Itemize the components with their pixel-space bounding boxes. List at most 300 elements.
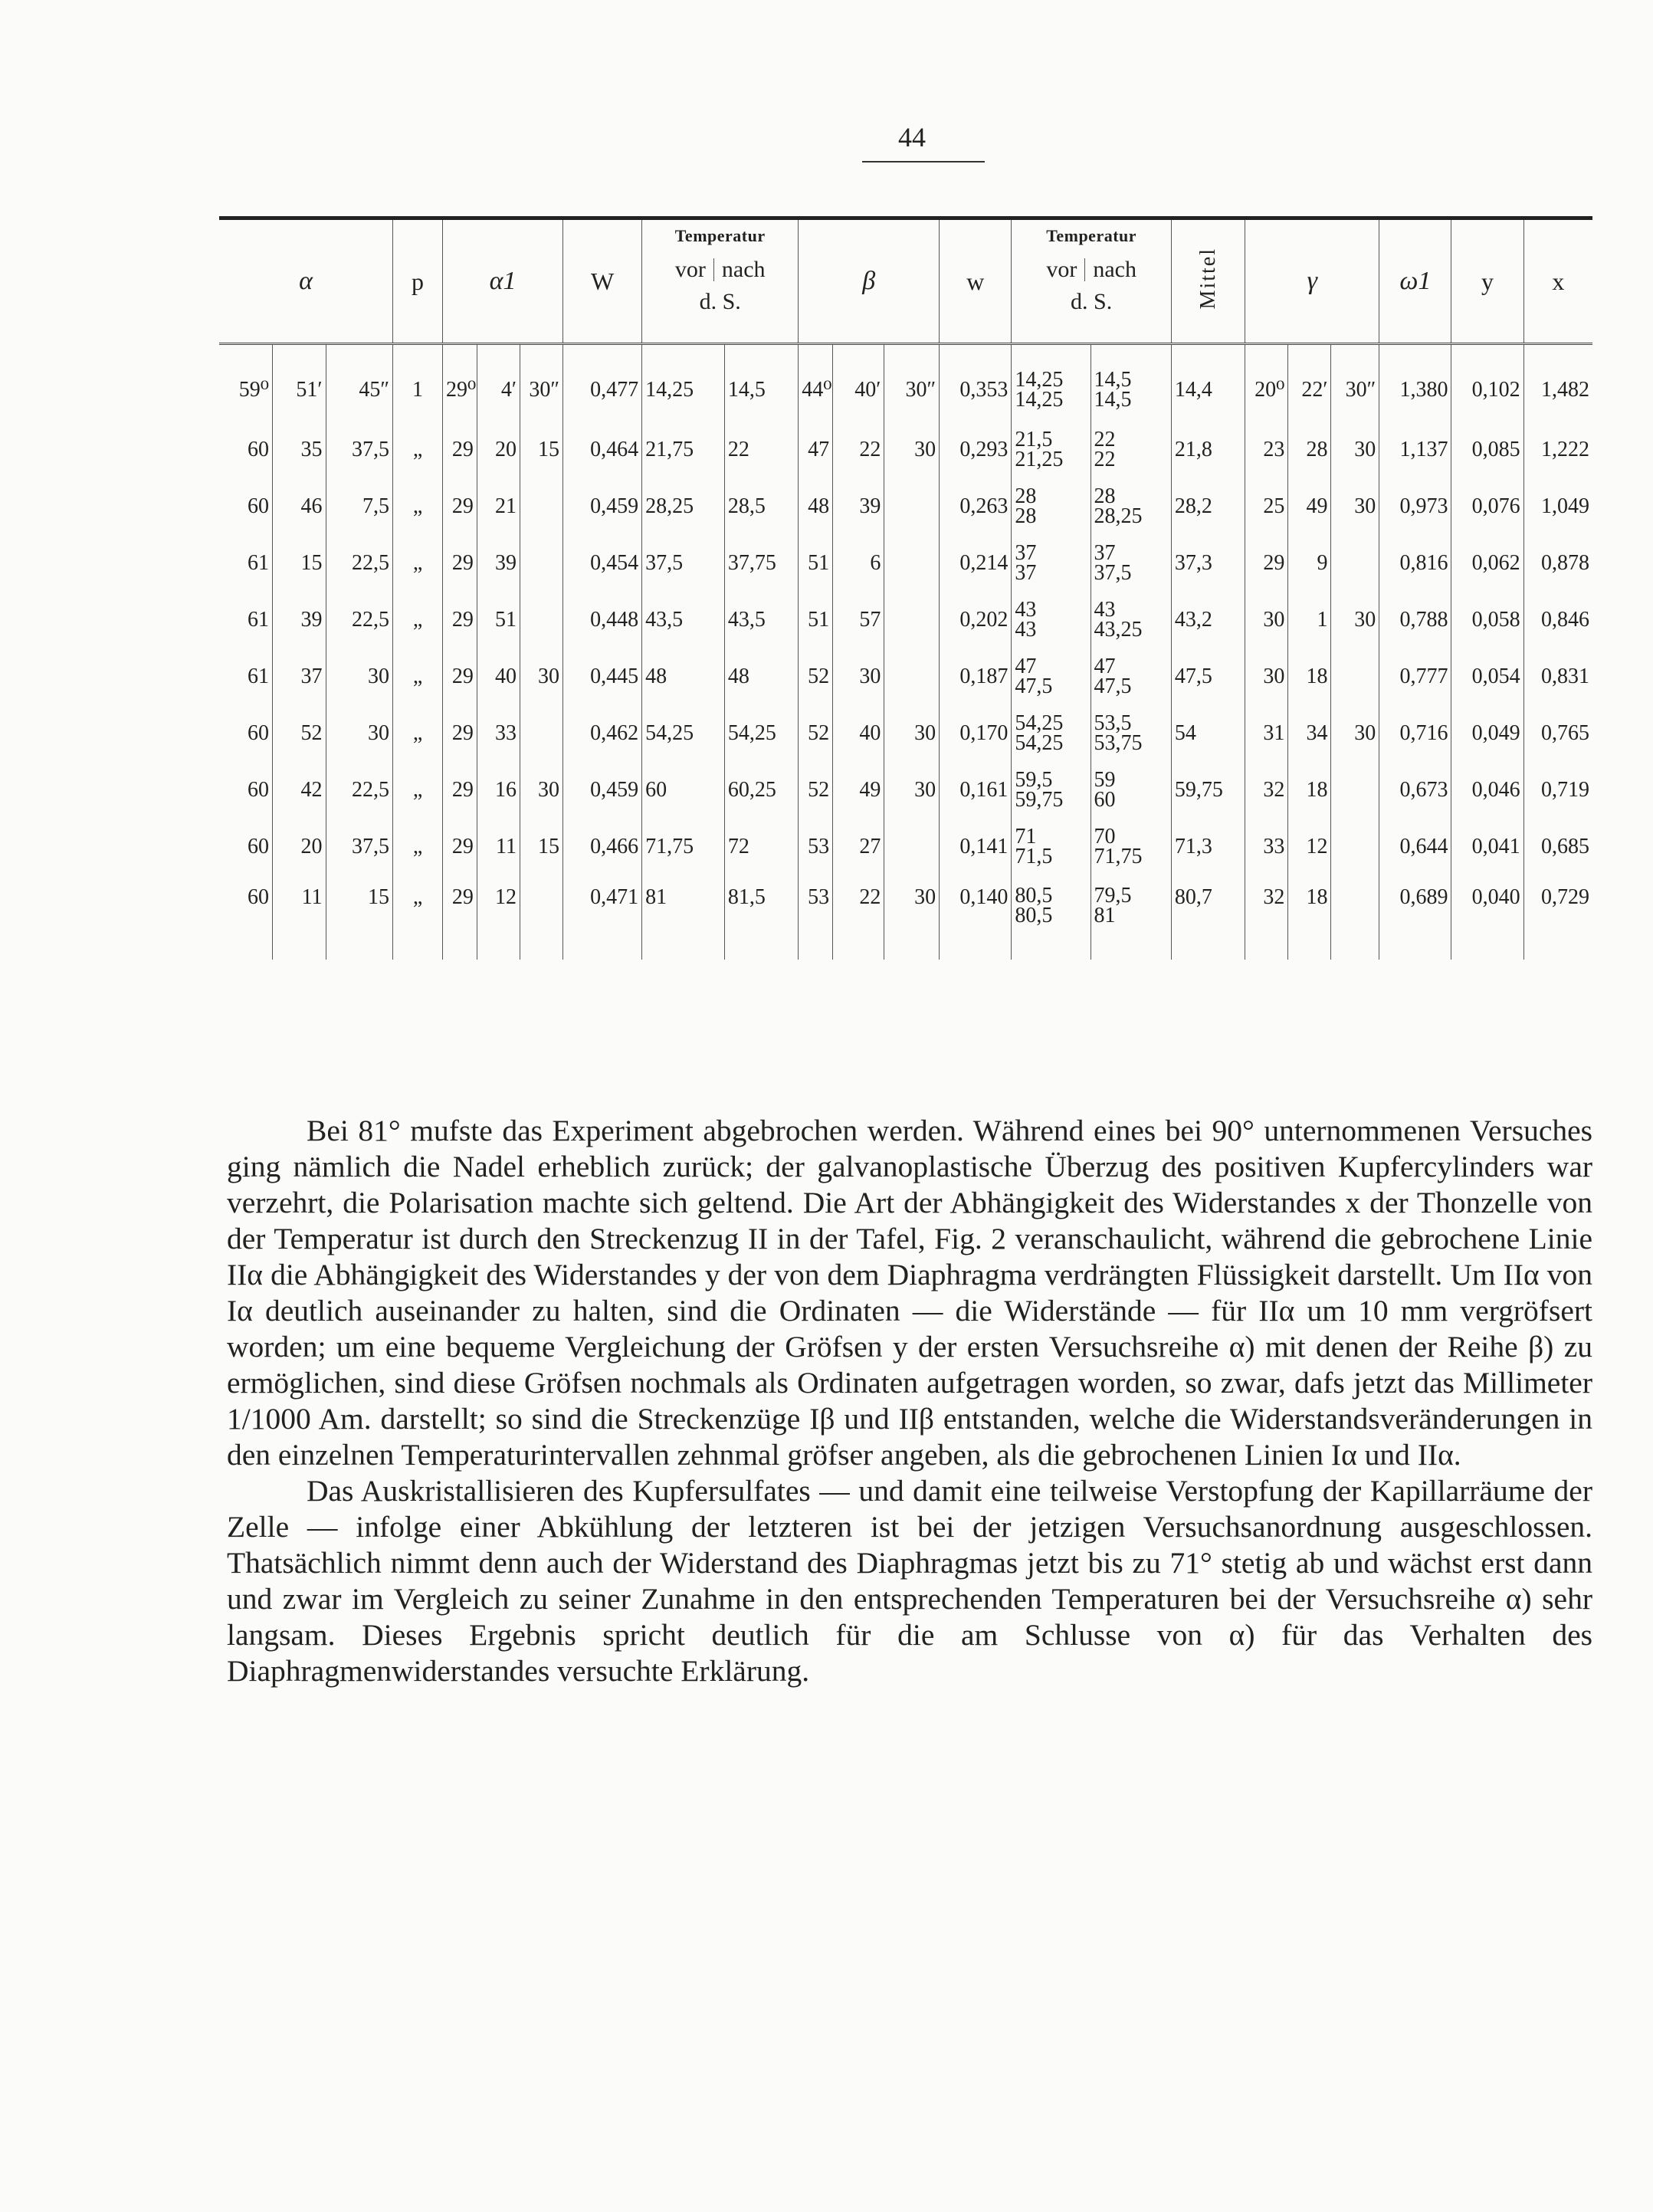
cell-omega1: 0,673 xyxy=(1379,762,1451,819)
cell-t2_vor xyxy=(1012,648,1091,705)
table-row xyxy=(219,344,1592,422)
cell-t2_nach_a: 14,5 xyxy=(1094,368,1132,392)
cell-t2_nach_b: 81 xyxy=(1094,904,1116,927)
cell-t1_nach: 54,25 xyxy=(724,705,798,762)
cell-mittel: 14,4 xyxy=(1171,344,1245,422)
cell-t2_nach_a: 28 xyxy=(1094,484,1116,508)
cell-t2_vor_a: 47 xyxy=(1015,655,1037,678)
cell-a_sec: 22,5 xyxy=(326,535,392,592)
cell-t2_vor xyxy=(1012,422,1091,478)
cell-b_sec xyxy=(884,819,940,875)
cell-W: 0,477 xyxy=(563,344,642,422)
cell-omega1: 0,644 xyxy=(1379,819,1451,875)
cell-t2_nach xyxy=(1091,422,1171,478)
header-temperatur-1 xyxy=(642,218,799,344)
cell-W: 0,466 xyxy=(563,819,642,875)
cell-y: 0,041 xyxy=(1451,819,1523,875)
cell-a_deg: 60 xyxy=(248,778,270,802)
cell-W: 0,459 xyxy=(563,762,642,819)
cell-b_sec xyxy=(884,535,940,592)
table-row xyxy=(219,819,1592,875)
cell-x: 0,878 xyxy=(1523,535,1592,592)
cell-a_min: 42 xyxy=(273,762,326,819)
cell-g_sec xyxy=(1331,819,1379,875)
cell-t2_vor xyxy=(1012,592,1091,648)
cell-omega1: 1,137 xyxy=(1379,422,1451,478)
cell-a_deg: 60 xyxy=(248,835,270,858)
cell-t2_nach_b: 28,25 xyxy=(1094,504,1143,528)
cell-a_deg: 61 xyxy=(248,608,270,632)
cell-g_deg: 25 xyxy=(1245,478,1288,535)
cell-p: „ xyxy=(393,819,443,875)
cell-g_min: 49 xyxy=(1288,478,1331,535)
cell-t2_vor_a: 14,25 xyxy=(1015,368,1064,392)
cell-b_deg: 52 xyxy=(799,648,833,705)
cell-w: 0,263 xyxy=(940,478,1012,535)
cell-a1_min: 4′ xyxy=(477,344,520,422)
cell-y: 0,058 xyxy=(1451,592,1523,648)
header-nach-2: nach xyxy=(1084,258,1144,281)
cell-t2_vor_a: 37 xyxy=(1015,541,1037,565)
cell-b_min: 39 xyxy=(833,478,884,535)
cell-t1_nach: 48 xyxy=(724,648,798,705)
cell-omega1: 0,973 xyxy=(1379,478,1451,535)
cell-a_sec: 22,5 xyxy=(326,592,392,648)
cell-t1_nach: 28,5 xyxy=(724,478,798,535)
cell-a1_deg: 29 xyxy=(443,478,477,535)
cell-t1_nach: 72 xyxy=(724,819,798,875)
cell-a_min: 35 xyxy=(273,422,326,478)
cell-y: 0,046 xyxy=(1451,762,1523,819)
table-row xyxy=(219,422,1592,478)
cell-w: 0,141 xyxy=(940,819,1012,875)
cell-b_deg: 47 xyxy=(799,422,833,478)
cell-a1_deg: 29 xyxy=(443,535,477,592)
cell-w: 0,293 xyxy=(940,422,1012,478)
cell-t2_nach xyxy=(1091,762,1171,819)
cell-a1_min: 33 xyxy=(477,705,520,762)
header-vor-2: vor xyxy=(1046,257,1077,282)
cell-b_min: 22 xyxy=(833,422,884,478)
cell-g_deg: 31 xyxy=(1245,705,1288,762)
cell-t1_vor: 60 xyxy=(642,762,725,819)
table-row xyxy=(219,705,1592,762)
cell-t2_nach xyxy=(1091,819,1171,875)
cell-t1_vor: 37,5 xyxy=(642,535,725,592)
cell-b_min: 6 xyxy=(833,535,884,592)
cell-a_deg: 60 xyxy=(248,721,270,745)
cell-t2_vor xyxy=(1012,535,1091,592)
cell-p: „ xyxy=(393,422,443,478)
cell-a_sec: 30 xyxy=(326,705,392,762)
cell-a_min: 51′ xyxy=(273,344,326,422)
cell-p: 1 xyxy=(393,344,443,422)
cell-a1_min: 12 xyxy=(477,875,520,960)
header-temperatur-2 xyxy=(1012,218,1172,344)
cell-mittel: 59,75 xyxy=(1171,762,1245,819)
cell-a_deg: 61 xyxy=(248,665,270,688)
header-vor-1: vor xyxy=(674,257,706,282)
cell-g_min: 18 xyxy=(1288,762,1331,819)
cell-g_sec xyxy=(1331,648,1379,705)
cell-omega1: 0,689 xyxy=(1379,875,1451,960)
cell-g_min: 34 xyxy=(1288,705,1331,762)
cell-p: „ xyxy=(393,535,443,592)
cell-W: 0,459 xyxy=(563,478,642,535)
header-y: y xyxy=(1451,218,1523,344)
table-row xyxy=(219,535,1592,592)
cell-b_deg: 52 xyxy=(799,705,833,762)
cell-x: 0,831 xyxy=(1523,648,1592,705)
cell-t2_vor xyxy=(1012,344,1091,422)
cell-a1_min: 39 xyxy=(477,535,520,592)
cell-g_sec: 30 xyxy=(1331,592,1379,648)
cell-a1_sec: 30″ xyxy=(520,344,562,422)
cell-x: 0,846 xyxy=(1523,592,1592,648)
cell-omega1: 0,777 xyxy=(1379,648,1451,705)
cell-g_min: 22′ xyxy=(1288,344,1331,422)
cell-a_min: 37 xyxy=(273,648,326,705)
cell-t2_vor_b: 14,25 xyxy=(1015,388,1064,412)
header-beta: β xyxy=(799,218,940,344)
table-row xyxy=(219,478,1592,535)
cell-a_min: 20 xyxy=(273,819,326,875)
cell-t1_nach: 81,5 xyxy=(724,875,798,960)
cell-g_min: 28 xyxy=(1288,422,1331,478)
header-ds-2: d. S. xyxy=(1071,289,1113,314)
table-row xyxy=(219,592,1592,648)
cell-t2_nach_a: 43 xyxy=(1094,598,1116,622)
cell-t1_vor: 54,25 xyxy=(642,705,725,762)
cell-a_min: 46 xyxy=(273,478,326,535)
cell-a_deg: 59⁰ xyxy=(238,378,270,402)
cell-a1_deg: 29⁰ xyxy=(443,344,477,422)
header-mittel-cell xyxy=(1171,218,1245,344)
cell-t2_nach_b: 47,5 xyxy=(1094,674,1132,698)
cell-mittel: 47,5 xyxy=(1171,648,1245,705)
cell-g_deg: 20⁰ xyxy=(1245,344,1288,422)
cell-t2_vor_b: 28 xyxy=(1015,504,1037,528)
cell-b_min: 49 xyxy=(833,762,884,819)
header-alpha: α xyxy=(219,218,393,344)
cell-a1_min: 40 xyxy=(477,648,520,705)
cell-g_min: 1 xyxy=(1288,592,1331,648)
cell-t2_nach xyxy=(1091,592,1171,648)
cell-b_sec xyxy=(884,648,940,705)
cell-t1_nach: 37,75 xyxy=(724,535,798,592)
cell-t1_nach: 60,25 xyxy=(724,762,798,819)
cell-a1_sec xyxy=(520,535,562,592)
cell-g_sec: 30 xyxy=(1331,422,1379,478)
cell-t2_vor_b: 37 xyxy=(1015,561,1037,585)
cell-y: 0,085 xyxy=(1451,422,1523,478)
cell-b_sec: 30 xyxy=(884,762,940,819)
cell-a1_deg: 29 xyxy=(443,762,477,819)
cell-t2_vor_b: 43 xyxy=(1015,618,1037,642)
cell-p: „ xyxy=(393,478,443,535)
header-ds-1: d. S. xyxy=(699,289,741,314)
cell-omega1: 0,788 xyxy=(1379,592,1451,648)
cell-t2_vor_b: 47,5 xyxy=(1015,674,1053,698)
cell-t2_vor_a: 80,5 xyxy=(1015,884,1053,907)
cell-b_deg: 53 xyxy=(799,875,833,960)
cell-g_sec xyxy=(1331,535,1379,592)
cell-a_deg: 60 xyxy=(248,438,270,461)
cell-t2_vor_b: 59,75 xyxy=(1015,788,1064,812)
cell-w: 0,353 xyxy=(940,344,1012,422)
header-mittel: Mittel xyxy=(1195,248,1220,310)
cell-g_deg: 30 xyxy=(1245,648,1288,705)
cell-a1_deg: 29 xyxy=(443,648,477,705)
cell-mittel: 80,7 xyxy=(1171,875,1245,960)
measurement-table-wrap xyxy=(219,216,1592,960)
header-gamma: γ xyxy=(1245,218,1379,344)
cell-t2_vor_a: 43 xyxy=(1015,598,1037,622)
cell-x: 1,482 xyxy=(1523,344,1592,422)
cell-b_min: 40 xyxy=(833,705,884,762)
cell-mittel: 37,3 xyxy=(1171,535,1245,592)
cell-t2_vor_a: 21,5 xyxy=(1015,428,1053,451)
cell-a_min: 39 xyxy=(273,592,326,648)
table-row xyxy=(219,648,1592,705)
cell-b_deg: 52 xyxy=(799,762,833,819)
cell-a_deg: 60 xyxy=(248,494,270,518)
cell-p: „ xyxy=(393,705,443,762)
cell-a_min: 11 xyxy=(273,875,326,960)
cell-a1_sec xyxy=(520,875,562,960)
cell-W: 0,454 xyxy=(563,535,642,592)
cell-mittel: 71,3 xyxy=(1171,819,1245,875)
cell-x: 1,049 xyxy=(1523,478,1592,535)
header-nach-1: nach xyxy=(713,258,773,281)
header-w: w xyxy=(940,218,1012,344)
cell-w: 0,161 xyxy=(940,762,1012,819)
cell-g_deg: 32 xyxy=(1245,762,1288,819)
cell-t2_vor xyxy=(1012,875,1091,960)
cell-b_sec: 30 xyxy=(884,422,940,478)
cell-g_min: 9 xyxy=(1288,535,1331,592)
header-W: W xyxy=(563,218,642,344)
cell-t1_nach: 43,5 xyxy=(724,592,798,648)
cell-t2_nach xyxy=(1091,648,1171,705)
cell-x: 0,729 xyxy=(1523,875,1592,960)
cell-t2_nach xyxy=(1091,344,1171,422)
cell-t2_vor_b: 80,5 xyxy=(1015,904,1053,927)
cell-a1_deg: 29 xyxy=(443,819,477,875)
cell-g_sec: 30 xyxy=(1331,478,1379,535)
cell-y: 0,076 xyxy=(1451,478,1523,535)
cell-x: 0,719 xyxy=(1523,762,1592,819)
cell-mittel: 54 xyxy=(1171,705,1245,762)
cell-a_sec: 37,5 xyxy=(326,819,392,875)
cell-g_min: 18 xyxy=(1288,648,1331,705)
cell-g_deg: 30 xyxy=(1245,592,1288,648)
cell-b_deg: 44⁰ xyxy=(799,344,833,422)
cell-t2_vor xyxy=(1012,819,1091,875)
header-p: p xyxy=(393,218,443,344)
cell-a_min: 15 xyxy=(273,535,326,592)
cell-a1_deg: 29 xyxy=(443,705,477,762)
cell-t2_vor_a: 54,25 xyxy=(1015,711,1064,735)
cell-t2_nach_a: 59 xyxy=(1094,768,1116,792)
cell-t2_vor xyxy=(1012,478,1091,535)
cell-a1_deg: 29 xyxy=(443,422,477,478)
cell-a_sec: 7,5 xyxy=(326,478,392,535)
cell-g_deg: 33 xyxy=(1245,819,1288,875)
page-number: 44 xyxy=(898,122,926,153)
cell-t2_nach_b: 43,25 xyxy=(1094,618,1143,642)
cell-t2_nach_a: 53,5 xyxy=(1094,711,1132,735)
cell-t2_nach_a: 47 xyxy=(1094,655,1116,678)
cell-W: 0,445 xyxy=(563,648,642,705)
cell-t2_vor_a: 59,5 xyxy=(1015,768,1053,792)
cell-t2_nach_a: 70 xyxy=(1094,825,1116,848)
cell-w: 0,187 xyxy=(940,648,1012,705)
cell-t1_vor: 81 xyxy=(642,875,725,960)
cell-g_min: 18 xyxy=(1288,875,1331,960)
cell-t2_nach xyxy=(1091,535,1171,592)
cell-b_deg: 51 xyxy=(799,592,833,648)
cell-b_min: 22 xyxy=(833,875,884,960)
cell-t2_vor xyxy=(1012,705,1091,762)
header-omega1: ω1 xyxy=(1379,218,1451,344)
measurement-table xyxy=(219,216,1592,960)
cell-b_deg: 51 xyxy=(799,535,833,592)
cell-y: 0,049 xyxy=(1451,705,1523,762)
cell-w: 0,140 xyxy=(940,875,1012,960)
cell-t2_nach_b: 22 xyxy=(1094,448,1116,471)
cell-t2_nach xyxy=(1091,875,1171,960)
cell-a1_sec xyxy=(520,705,562,762)
cell-y: 0,102 xyxy=(1451,344,1523,422)
cell-a1_sec: 30 xyxy=(520,648,562,705)
cell-a1_sec: 15 xyxy=(520,819,562,875)
cell-a1_min: 16 xyxy=(477,762,520,819)
cell-y: 0,062 xyxy=(1451,535,1523,592)
cell-b_deg: 53 xyxy=(799,819,833,875)
cell-t2_nach_a: 37 xyxy=(1094,541,1116,565)
cell-omega1: 0,716 xyxy=(1379,705,1451,762)
cell-b_sec: 30″ xyxy=(884,344,940,422)
cell-g_sec xyxy=(1331,762,1379,819)
body-text xyxy=(227,1113,1592,1689)
cell-a1_min: 21 xyxy=(477,478,520,535)
cell-g_deg: 29 xyxy=(1245,535,1288,592)
table-row xyxy=(219,875,1592,960)
cell-g_sec xyxy=(1331,875,1379,960)
cell-a_min: 52 xyxy=(273,705,326,762)
cell-W: 0,471 xyxy=(563,875,642,960)
cell-t1_vor: 71,75 xyxy=(642,819,725,875)
cell-x: 1,222 xyxy=(1523,422,1592,478)
cell-w: 0,214 xyxy=(940,535,1012,592)
cell-g_min: 12 xyxy=(1288,819,1331,875)
cell-x: 0,765 xyxy=(1523,705,1592,762)
cell-a_sec: 15 xyxy=(326,875,392,960)
cell-a_sec: 30 xyxy=(326,648,392,705)
cell-t2_nach_b: 53,75 xyxy=(1094,731,1143,755)
cell-b_sec: 30 xyxy=(884,705,940,762)
cell-a_deg: 61 xyxy=(248,551,270,575)
cell-b_sec xyxy=(884,592,940,648)
cell-mittel: 21,8 xyxy=(1171,422,1245,478)
cell-a1_deg: 29 xyxy=(443,592,477,648)
cell-p: „ xyxy=(393,875,443,960)
cell-W: 0,462 xyxy=(563,705,642,762)
cell-x: 0,685 xyxy=(1523,819,1592,875)
cell-t1_nach: 22 xyxy=(724,422,798,478)
cell-t1_vor: 43,5 xyxy=(642,592,725,648)
cell-t2_nach_a: 79,5 xyxy=(1094,884,1132,907)
cell-w: 0,170 xyxy=(940,705,1012,762)
cell-b_min: 27 xyxy=(833,819,884,875)
cell-mittel: 28,2 xyxy=(1171,478,1245,535)
cell-t2_vor_b: 54,25 xyxy=(1015,731,1064,755)
cell-a1_min: 20 xyxy=(477,422,520,478)
cell-t1_vor: 21,75 xyxy=(642,422,725,478)
cell-t2_nach_b: 71,75 xyxy=(1094,845,1143,868)
table-body xyxy=(219,344,1592,960)
header-temperatur-1-title: Temperatur xyxy=(674,226,766,245)
cell-a_deg: 60 xyxy=(248,885,270,909)
cell-t1_vor: 48 xyxy=(642,648,725,705)
cell-t2_nach xyxy=(1091,705,1171,762)
cell-t2_vor_b: 71,5 xyxy=(1015,845,1053,868)
table-row xyxy=(219,762,1592,819)
cell-t2_vor_a: 71 xyxy=(1015,825,1037,848)
cell-a1_min: 51 xyxy=(477,592,520,648)
header-x: x xyxy=(1523,218,1592,344)
cell-g_sec: 30″ xyxy=(1331,344,1379,422)
cell-a_sec: 37,5 xyxy=(326,422,392,478)
cell-g_deg: 23 xyxy=(1245,422,1288,478)
header-temperatur-2-title: Temperatur xyxy=(1046,226,1137,245)
cell-y: 0,040 xyxy=(1451,875,1523,960)
cell-t2_vor_b: 21,25 xyxy=(1015,448,1064,471)
cell-W: 0,464 xyxy=(563,422,642,478)
header-alpha1: α1 xyxy=(443,218,563,344)
cell-y: 0,054 xyxy=(1451,648,1523,705)
cell-b_sec xyxy=(884,478,940,535)
cell-omega1: 1,380 xyxy=(1379,344,1451,422)
cell-w: 0,202 xyxy=(940,592,1012,648)
cell-b_sec: 30 xyxy=(884,875,940,960)
cell-g_deg: 32 xyxy=(1245,875,1288,960)
cell-a_sec: 45″ xyxy=(326,344,392,422)
paragraph-2: Das Auskristallisieren des Kupfersulfates — und damit eine teilweise Verstopfung der Kapillarräume der Zelle — infolge einer Abkühlung der letzteren ist bei der jetzigen Versuchsanordnung ausgeschlossen. Thatsächlich nimmt denn auch der Widerstand des Diaphragmas jetzt bis zu 71° stetig ab und wächst erst dann und zwar im Vergleich zu seiner Zunahme in den entsprechenden Temperaturen bei der Versuchsreihe α) sehr langsam. Dieses Ergebnis spricht deutlich für die am Schlusse von α) für das Verhalten des Diaphragmenwiderstandes versuchte Erklärung. xyxy=(227,1474,1592,1688)
cell-t2_nach_b: 60 xyxy=(1094,788,1116,812)
cell-t1_nach: 14,5 xyxy=(724,344,798,422)
cell-p: „ xyxy=(393,648,443,705)
cell-a1_min: 11 xyxy=(477,819,520,875)
cell-t2_vor_a: 28 xyxy=(1015,484,1037,508)
cell-p: „ xyxy=(393,592,443,648)
cell-g_sec: 30 xyxy=(1331,705,1379,762)
cell-W: 0,448 xyxy=(563,592,642,648)
cell-t2_nach xyxy=(1091,478,1171,535)
cell-a1_sec: 15 xyxy=(520,422,562,478)
cell-a1_deg: 29 xyxy=(443,875,477,960)
cell-a1_sec: 30 xyxy=(520,762,562,819)
cell-t1_vor: 14,25 xyxy=(642,344,725,422)
cell-t2_nach_b: 37,5 xyxy=(1094,561,1132,585)
cell-t2_nach_a: 22 xyxy=(1094,428,1116,451)
cell-b_min: 40′ xyxy=(833,344,884,422)
cell-p: „ xyxy=(393,762,443,819)
cell-b_min: 30 xyxy=(833,648,884,705)
cell-t2_nach_b: 14,5 xyxy=(1094,388,1132,412)
page-number-rule xyxy=(862,161,985,162)
